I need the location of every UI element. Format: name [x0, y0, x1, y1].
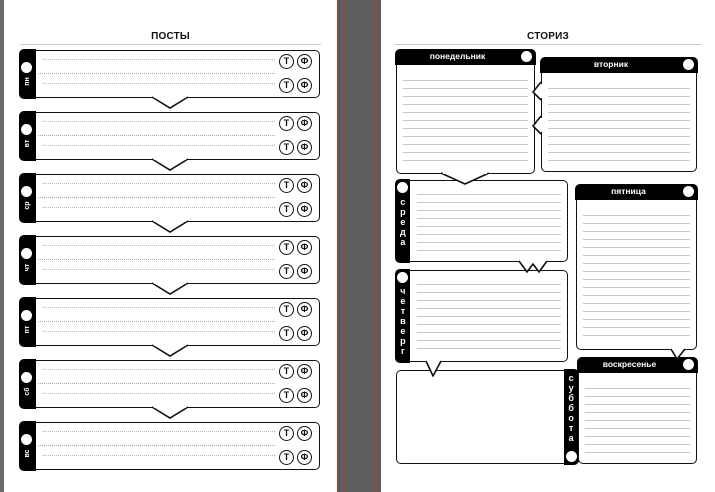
story-box-thursday[interactable] — [396, 270, 568, 362]
telegram-icon[interactable]: Т — [279, 388, 294, 403]
telegram-icon[interactable]: Т — [279, 302, 294, 317]
facebook-icon[interactable]: Ф — [297, 450, 312, 465]
day-label: понедельник — [429, 51, 486, 62]
facebook-icon[interactable]: Ф — [297, 302, 312, 317]
day-label: пт — [24, 326, 32, 334]
checkbox-circle[interactable] — [21, 434, 32, 445]
day-letter: е — [400, 296, 406, 307]
writing-line — [43, 59, 275, 60]
checkbox-circle[interactable] — [683, 186, 694, 197]
day-letter: д — [400, 227, 406, 238]
checkbox-circle[interactable] — [21, 124, 32, 135]
writing-lines[interactable] — [548, 81, 690, 165]
facebook-icon[interactable]: Ф — [297, 264, 312, 279]
row-divider — [38, 135, 275, 136]
day-letter: б — [568, 393, 574, 404]
title-divider — [395, 44, 701, 45]
connector-arrow — [150, 344, 190, 358]
day-letter: е — [400, 217, 406, 228]
day-label: воскресенье — [602, 359, 657, 370]
checkbox-circle[interactable] — [521, 51, 532, 62]
day-letter: в — [400, 316, 406, 327]
day-letter: е — [400, 326, 406, 337]
writing-line — [43, 145, 275, 146]
story-box-sunday[interactable] — [578, 358, 697, 464]
day-label: чт — [24, 264, 32, 272]
day-letter: г — [401, 346, 405, 357]
day-label: вс — [24, 449, 32, 458]
post-row[interactable] — [20, 298, 320, 346]
checkbox-circle[interactable] — [21, 372, 32, 383]
day-letter: ч — [400, 286, 406, 297]
checkbox-circle[interactable] — [397, 182, 408, 193]
day-tab — [395, 269, 410, 362]
checkbox-circle[interactable] — [566, 451, 577, 462]
day-label: вт — [24, 140, 32, 148]
page-title: СТОРИЗ — [527, 31, 569, 42]
writing-line — [43, 369, 275, 370]
writing-lines[interactable] — [583, 208, 690, 343]
facebook-icon[interactable]: Ф — [297, 202, 312, 217]
post-row[interactable] — [20, 112, 320, 160]
telegram-icon[interactable]: Т — [279, 426, 294, 441]
writing-line — [43, 331, 275, 332]
facebook-icon[interactable]: Ф — [297, 140, 312, 155]
day-label: пн — [24, 77, 32, 87]
checkbox-circle[interactable] — [683, 59, 694, 70]
writing-line — [43, 393, 275, 394]
day-letter: т — [568, 423, 574, 434]
day-letter: а — [568, 433, 574, 444]
title-divider — [20, 44, 321, 45]
day-tab — [19, 421, 36, 470]
post-row[interactable] — [20, 422, 320, 470]
story-box-saturday[interactable] — [396, 370, 578, 464]
checkbox-circle[interactable] — [683, 359, 694, 370]
story-box-wednesday[interactable] — [396, 180, 568, 262]
connector-arrow — [150, 158, 190, 172]
day-letter: р — [400, 336, 406, 347]
day-letter: р — [400, 207, 406, 218]
checkbox-circle[interactable] — [21, 310, 32, 321]
writing-line — [43, 307, 275, 308]
facebook-icon[interactable]: Ф — [297, 364, 312, 379]
writing-line — [43, 431, 275, 432]
telegram-icon[interactable]: Т — [279, 140, 294, 155]
facebook-icon[interactable]: Ф — [297, 78, 312, 93]
telegram-icon[interactable]: Т — [279, 178, 294, 193]
posts-page — [4, 0, 337, 492]
day-tab — [564, 369, 579, 464]
day-label: пятница — [611, 186, 646, 197]
post-row[interactable] — [20, 174, 320, 222]
day-letter: а — [400, 237, 406, 248]
row-divider — [38, 383, 275, 384]
facebook-icon[interactable]: Ф — [297, 178, 312, 193]
day-header — [540, 57, 697, 73]
day-letter: о — [568, 413, 574, 424]
connector-arrow — [150, 96, 190, 110]
day-header — [395, 49, 535, 65]
fold-guide-line — [376, 0, 377, 492]
checkbox-circle[interactable] — [21, 62, 32, 73]
writing-line — [43, 183, 275, 184]
telegram-icon[interactable]: Т — [279, 240, 294, 255]
connector-arrow — [150, 282, 190, 296]
day-letter: с — [568, 373, 574, 384]
day-label: сб — [24, 387, 32, 396]
checkbox-circle[interactable] — [21, 186, 32, 197]
facebook-icon[interactable]: Ф — [297, 326, 312, 341]
connector-arrow — [150, 220, 190, 234]
day-tab — [19, 49, 36, 98]
telegram-icon[interactable]: Т — [279, 116, 294, 131]
day-header — [575, 184, 697, 200]
telegram-icon[interactable]: Т — [279, 264, 294, 279]
telegram-icon[interactable]: Т — [279, 364, 294, 379]
row-divider — [38, 321, 275, 322]
telegram-icon[interactable]: Т — [279, 326, 294, 341]
fold-guide-line — [345, 0, 346, 492]
day-tab — [19, 359, 36, 408]
checkbox-circle[interactable] — [21, 248, 32, 259]
facebook-icon[interactable]: Ф — [297, 426, 312, 441]
day-letter: у — [568, 383, 574, 394]
writing-lines[interactable] — [417, 277, 561, 355]
writing-lines[interactable] — [403, 73, 528, 167]
story-box-monday[interactable] — [396, 50, 535, 174]
day-tab — [19, 235, 36, 284]
page-title: ПОСТЫ — [151, 31, 190, 42]
fold-guide-line — [337, 0, 338, 492]
telegram-icon[interactable]: Т — [279, 450, 294, 465]
row-divider — [38, 445, 275, 446]
facebook-icon[interactable]: Ф — [297, 388, 312, 403]
day-tab — [19, 173, 36, 222]
checkbox-circle[interactable] — [397, 272, 408, 283]
telegram-icon[interactable]: Т — [279, 202, 294, 217]
writing-lines[interactable] — [585, 381, 690, 457]
row-divider — [38, 197, 275, 198]
connector-arrow — [150, 406, 190, 420]
day-letter: б — [568, 403, 574, 414]
writing-line — [43, 269, 275, 270]
facebook-icon[interactable]: Ф — [297, 240, 312, 255]
writing-line — [43, 83, 275, 84]
day-letter: с — [400, 197, 406, 208]
day-tab — [395, 179, 410, 262]
day-label: ср — [24, 201, 32, 210]
stories-page — [381, 0, 715, 492]
writing-lines[interactable] — [417, 187, 561, 255]
writing-line — [43, 207, 275, 208]
writing-line — [43, 455, 275, 456]
story-box-tuesday[interactable] — [541, 58, 697, 172]
post-row[interactable] — [20, 236, 320, 284]
day-tab — [19, 297, 36, 346]
post-row[interactable] — [20, 50, 320, 98]
facebook-icon[interactable]: Ф — [297, 116, 312, 131]
post-row[interactable] — [20, 360, 320, 408]
telegram-icon[interactable]: Т — [279, 78, 294, 93]
day-label: вторник — [593, 59, 629, 70]
telegram-icon[interactable]: Т — [279, 54, 294, 69]
facebook-icon[interactable]: Ф — [297, 54, 312, 69]
story-box-friday[interactable] — [576, 185, 697, 350]
writing-line — [43, 245, 275, 246]
day-header — [577, 357, 697, 373]
day-tab — [19, 111, 36, 160]
day-letter: т — [400, 306, 406, 317]
row-divider — [38, 73, 275, 74]
writing-line — [43, 121, 275, 122]
row-divider — [38, 259, 275, 260]
